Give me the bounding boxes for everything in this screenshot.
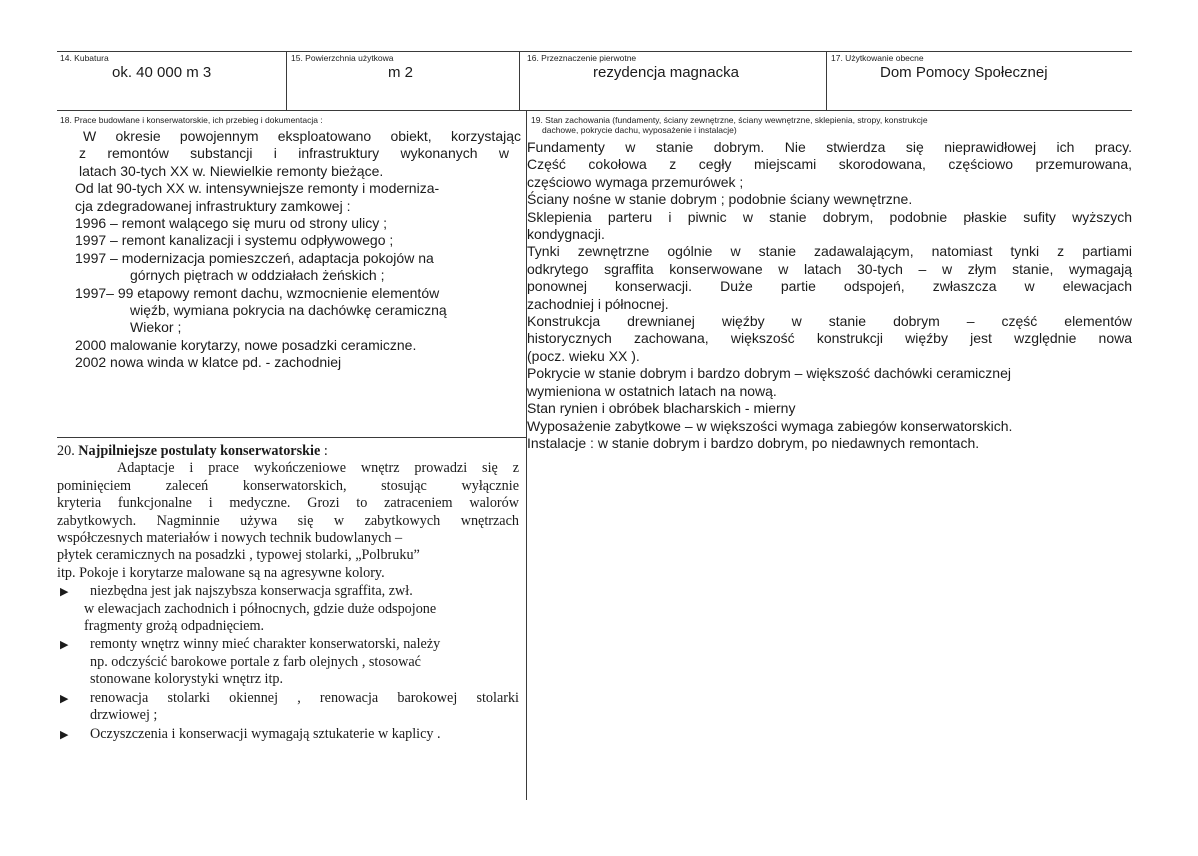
table-top-rule	[57, 51, 1132, 52]
s19-line: odkrytego sgraffita konserwowane w latach 30-tych – w złym stanie, wymagają	[527, 260, 1132, 277]
bullet-item	[57, 690, 519, 725]
section19-label: 19. Stan zachowania (fundamenty, ściany zewnętrzne, ściany wewnętrzne, sklepienia, stropy, konstrukcje	[531, 115, 928, 125]
header-divider-1	[286, 51, 287, 111]
s19-line: zachodniej i północnej.	[527, 295, 669, 312]
section18-label: 18. Prace budowlane i konserwatorskie, ich przebieg i dokumentacja :	[60, 115, 323, 125]
header-divider-3	[826, 51, 827, 111]
s19-line: kondygnacji.	[527, 226, 605, 243]
section20-title-suffix: :	[320, 443, 328, 459]
field-14-value: ok. 40 000 m 3	[112, 64, 212, 81]
s19-line: Stan rynien i obróbek blacharskich - mierny	[527, 400, 796, 417]
field-16-value: rezydencja magnacka	[593, 64, 739, 81]
s18-line: latach 30-tych XX w. Niewielkie remonty bieżące.	[79, 162, 384, 179]
field-16-label: 16. Przeznaczenie pierwotne	[527, 53, 637, 63]
s18-line: 1996 – remont walącego się muru od strony ulicy ;	[75, 215, 388, 232]
s18-line: górnych piętrach w oddziałach żeńskich ;	[130, 267, 385, 284]
s18-line: 1997 – modernizacja pomieszczeń, adaptacja pokojów na	[75, 249, 434, 266]
s20-intro-line: Adaptacje i prace wykończeniowe wnętrz prowadzi się z	[117, 460, 519, 477]
s18-line: Od lat 90-tych XX w. intensywniejsze remonty i moderniza-	[75, 180, 440, 197]
field-17-value: Dom Pomocy Społecznej	[880, 64, 1048, 81]
section18-body	[73, 128, 521, 372]
header-row-bottom-rule	[57, 110, 1132, 111]
field-14-label: 14. Kubatura	[60, 53, 109, 63]
s18-line: z remontów substancji i infrastruktury wykonanych w	[79, 145, 509, 162]
bullet-line: remonty wnętrz winny mieć charakter konserwatorski, należy	[90, 636, 441, 653]
bullet-line: Oczyszczenia i konserwacji wymagają sztukaterie w kaplicy .	[90, 725, 441, 742]
bullet-line: drzwiowej ;	[90, 707, 158, 724]
s20-intro-line: pominięciem zaleceń konserwatorskich, stosując wyłącznie	[57, 477, 519, 494]
s19-line: wymieniona w ostatnich latach na nową.	[527, 382, 777, 399]
s19-line: Wyposażenie zabytkowe – w większości wymaga zabiegów konserwatorskich.	[527, 417, 1013, 434]
s18-line: 2002 nowa winda w klatce pd. - zachodniej	[75, 354, 342, 371]
s19-line: Ściany nośne w stanie dobrym ; podobnie ściany wewnętrzne.	[527, 191, 913, 208]
s20-intro-line: itp. Pokoje i korytarze malowane są na agresywne kolory.	[57, 564, 385, 581]
section19-label-cont: dachowe, pokrycie dachu, wyposażenie i instalacje)	[542, 125, 737, 135]
s18-line: więźb, wymiana pokrycia na dachówkę ceramiczną	[130, 302, 447, 319]
s19-line: Sklepienia parteru i piwnic w stanie dobrym, podobnie płaskie sufity wyższych	[527, 208, 1132, 225]
bullet-item	[57, 583, 519, 635]
bullet-line: renowacja stolarki okiennej , renowacja barokowej stolarki	[90, 689, 519, 706]
s19-line: Tynki zewnętrzne ogólnie w stanie zadawalającym, natomiast tynki z partiami	[527, 243, 1132, 260]
s19-line: Pokrycie w stanie dobrym i bardzo dobrym – większość dachówki ceramicznej	[527, 365, 1011, 382]
arrow-right-icon: ▶	[60, 691, 69, 705]
header-divider-2	[519, 51, 520, 111]
arrow-right-icon: ▶	[60, 585, 69, 599]
s20-intro-line: kryteria funkcjonalne i medyczne. Grozi to zatraceniem walorów	[57, 495, 519, 512]
section19-body	[527, 139, 1132, 452]
bullet-line: stonowane kolorystyki wnętrz itp.	[90, 671, 284, 688]
s18-line: 1997 – remont kanalizacji i systemu odpływowego ;	[75, 232, 394, 249]
arrow-right-icon: ▶	[60, 638, 69, 652]
section20	[57, 438, 519, 743]
bullet-item	[57, 636, 519, 688]
arrow-right-icon: ▶	[60, 727, 69, 741]
s19-line: historycznych zachowana, większość konstrukcji więźby jest względnie nowa	[527, 330, 1132, 347]
bullet-line: np. odczyścić barokowe portale z farb olejnych , stosować	[90, 653, 421, 670]
field-15-value: m 2	[388, 64, 414, 81]
s19-line: Część cokołowa z cegły miejscami skorodowana, częściowo przemurowana,	[527, 156, 1132, 173]
s18-line: 2000 malowanie korytarzy, nowe posadzki ceramiczne.	[75, 336, 417, 353]
s19-line: (pocz. wieku XX ).	[527, 347, 640, 364]
s19-line: Fundamenty w stanie dobrym. Nie stwierdza się nieprawidłowej ich pracy.	[527, 139, 1132, 155]
s18-line: 1997– 99 etapowy remont dachu, wzmocnienie elementów	[75, 284, 440, 301]
section20-title: Najpilniejsze postulaty konserwatorskie	[78, 443, 321, 459]
s20-intro-line: płytek ceramicznych na posadzki , typowej stolarki, „Polbruku”	[57, 547, 420, 564]
section20-heading	[57, 443, 519, 460]
s19-line: ponownej konserwacji. Duże partie odspojeń, zwłaszcza w elewacjach	[527, 278, 1132, 295]
s18-line: W okresie powojennym eksploatowano obiekt, korzystając	[83, 128, 521, 144]
bullet-line: niezbędna jest jak najszybsza konserwacja sgraffita, zwł.	[90, 583, 413, 600]
s18-line: Wiekor ;	[130, 319, 182, 336]
s20-intro-line: współczesnych materiałów i nowych technik budowlanych –	[57, 530, 403, 547]
s20-intro-line: zabytkowych. Nagminnie używa się w zabytkowych wnętrzach	[57, 512, 519, 529]
bullet-line: w elewacjach zachodnich i północnych, gdzie duże odspojone	[84, 600, 437, 617]
section20-number: 20.	[57, 443, 75, 459]
field-17-label: 17. Użytkowanie obecne	[831, 53, 924, 63]
s18-line: cja zdegradowanej infrastruktury zamkowej :	[75, 197, 351, 214]
s19-line: częściowo wymaga przemurówek ;	[527, 173, 744, 190]
s19-line: Instalacje : w stanie dobrym i bardzo dobrym, po niedawnych remontach.	[527, 434, 980, 451]
bullet-line: fragmenty grożą odpadnięciem.	[84, 618, 265, 635]
s19-line: Konstrukcja drewnianej więźby w stanie dobrym – część elementów	[527, 313, 1132, 330]
bullet-item	[57, 726, 519, 743]
field-15-label: 15. Powierzchnia użytkowa	[291, 53, 394, 63]
